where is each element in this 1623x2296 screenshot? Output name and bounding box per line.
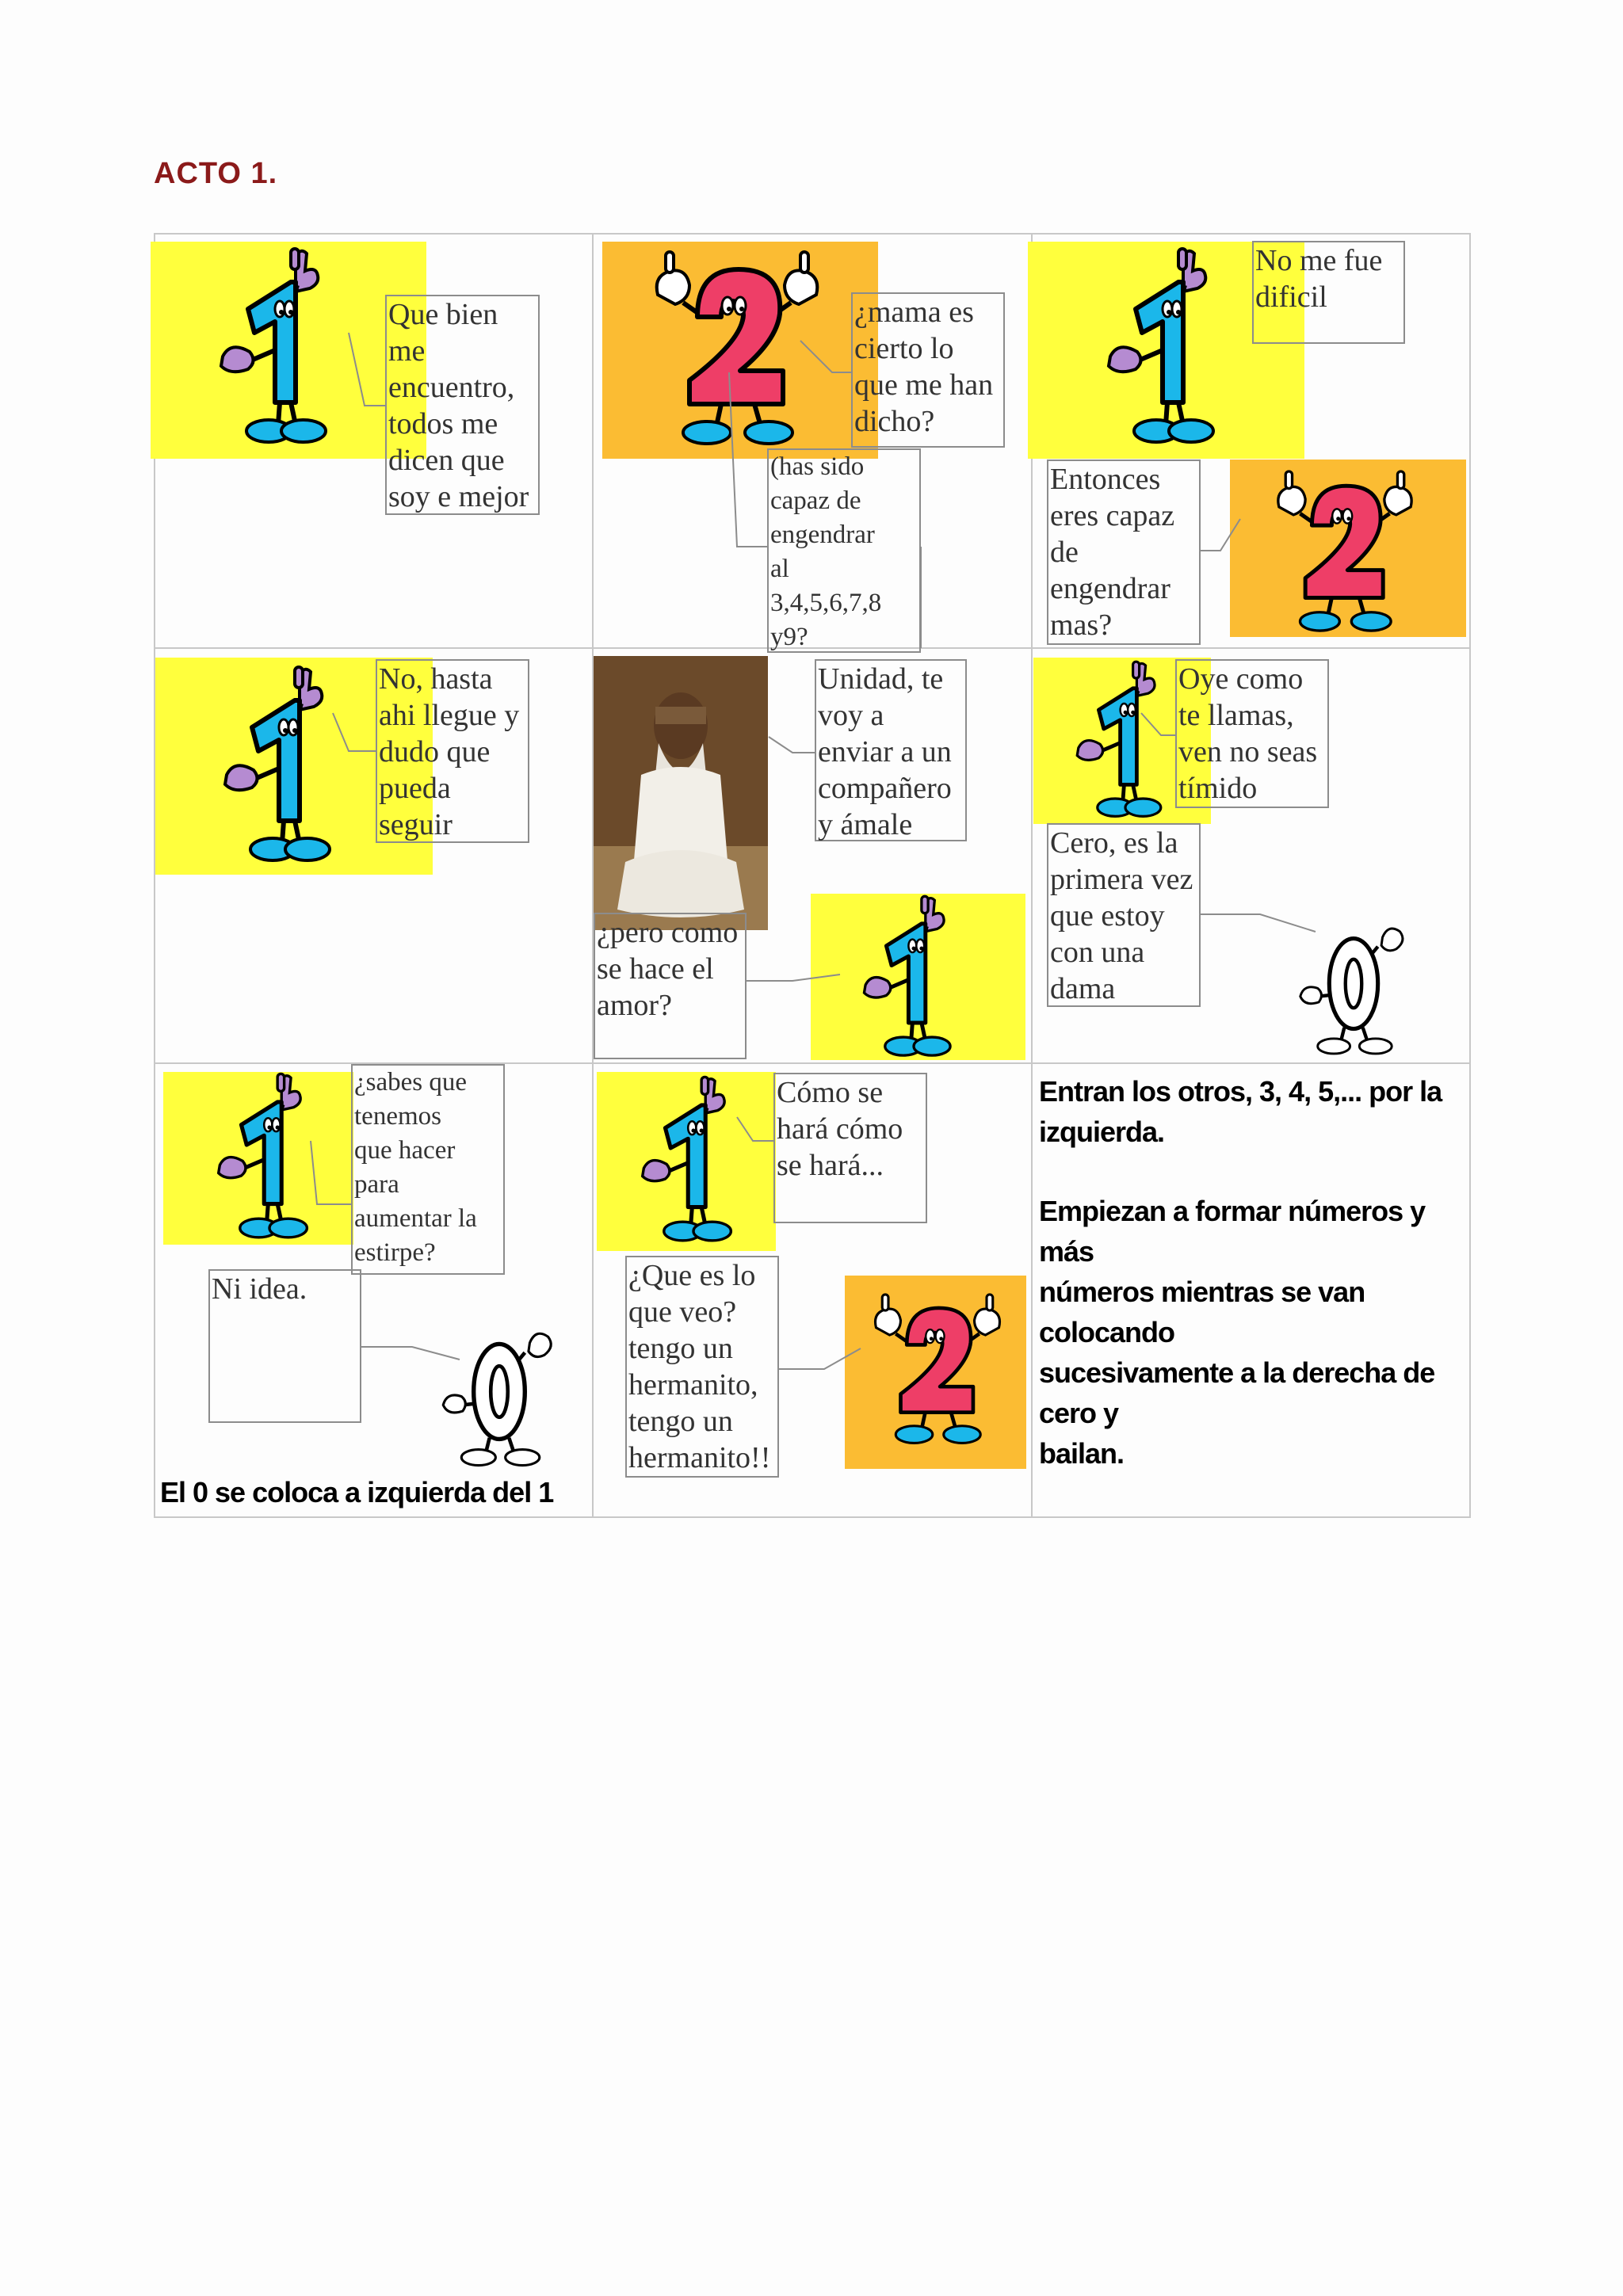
number-one-character-icon <box>848 894 980 1063</box>
panel-caption: El 0 se coloca a izquierda del 1 <box>160 1476 554 1508</box>
speech-box-p5-question: ¿pero como se hace el amor? <box>594 913 747 1059</box>
speech-box-p7-reply: Ni idea. <box>208 1269 361 1423</box>
speech-box-p4: No, hasta ahi llegue y dudo que pueda seguir <box>376 659 529 843</box>
speech-box-p2-aside: (has sido capaz de engendrar al 3,4,5,6,7,8 y9? <box>767 448 921 653</box>
page-title: ACTO 1. <box>154 157 278 190</box>
speech-box-p8-exclaim: ¿Que es lo que veo? tengo un hermanito, tengo un hermanito!! <box>625 1256 779 1478</box>
speech-box-p6-greeting: Oye como te llamas, ven no seas tímido <box>1175 659 1329 808</box>
stage-direction-entry: Entran los otros, 3, 4, 5,... por la izquierda. <box>1039 1075 1442 1148</box>
speech-box-p5-mentor: Unidad, te voy a enviar a un compañero y ámale <box>815 659 967 841</box>
speech-box-p8-thought: Cómo se hará cómo se hará... <box>773 1073 927 1223</box>
speech-box-p2-question: ¿mama es cierto lo que me han dicho? <box>851 292 1005 448</box>
number-two-character-icon <box>642 247 832 453</box>
grid-border-bottom <box>154 1516 1471 1518</box>
number-two-character-icon <box>1266 467 1424 639</box>
number-zero-character-icon <box>1276 910 1431 1060</box>
speech-box-p1: Que bien me encuentro, todos me dicen que soy e mejor <box>385 295 540 515</box>
stage-direction-dance: Empiezan a formar números y más números mientras se van colocando sucesivamente a la derecha de cero y bailan. <box>1039 1195 1435 1470</box>
speech-box-p3-reply: No me fue dificil <box>1252 241 1405 344</box>
number-one-character-icon <box>206 664 365 870</box>
grid-border-top <box>154 233 1471 235</box>
grid-border-right <box>1469 233 1471 1518</box>
speech-box-p7-question: ¿sabes que tenemos que hacer para aumentar la estirpe? <box>351 1064 505 1275</box>
number-two-character-icon <box>864 1283 1011 1458</box>
number-one-character-icon <box>1062 659 1189 824</box>
old-man-photo <box>594 656 768 930</box>
speech-box-p3-question: Entonces eres capaz de engendrar mas? <box>1047 460 1201 645</box>
number-zero-character-icon <box>428 1314 571 1472</box>
speech-box-p6-reply: Cero, es la primera vez que estoy con una dama <box>1047 823 1201 1007</box>
number-one-character-icon <box>1090 246 1248 452</box>
number-one-character-icon <box>626 1074 761 1249</box>
number-one-character-icon <box>202 1071 337 1245</box>
number-one-character-icon <box>202 246 361 452</box>
